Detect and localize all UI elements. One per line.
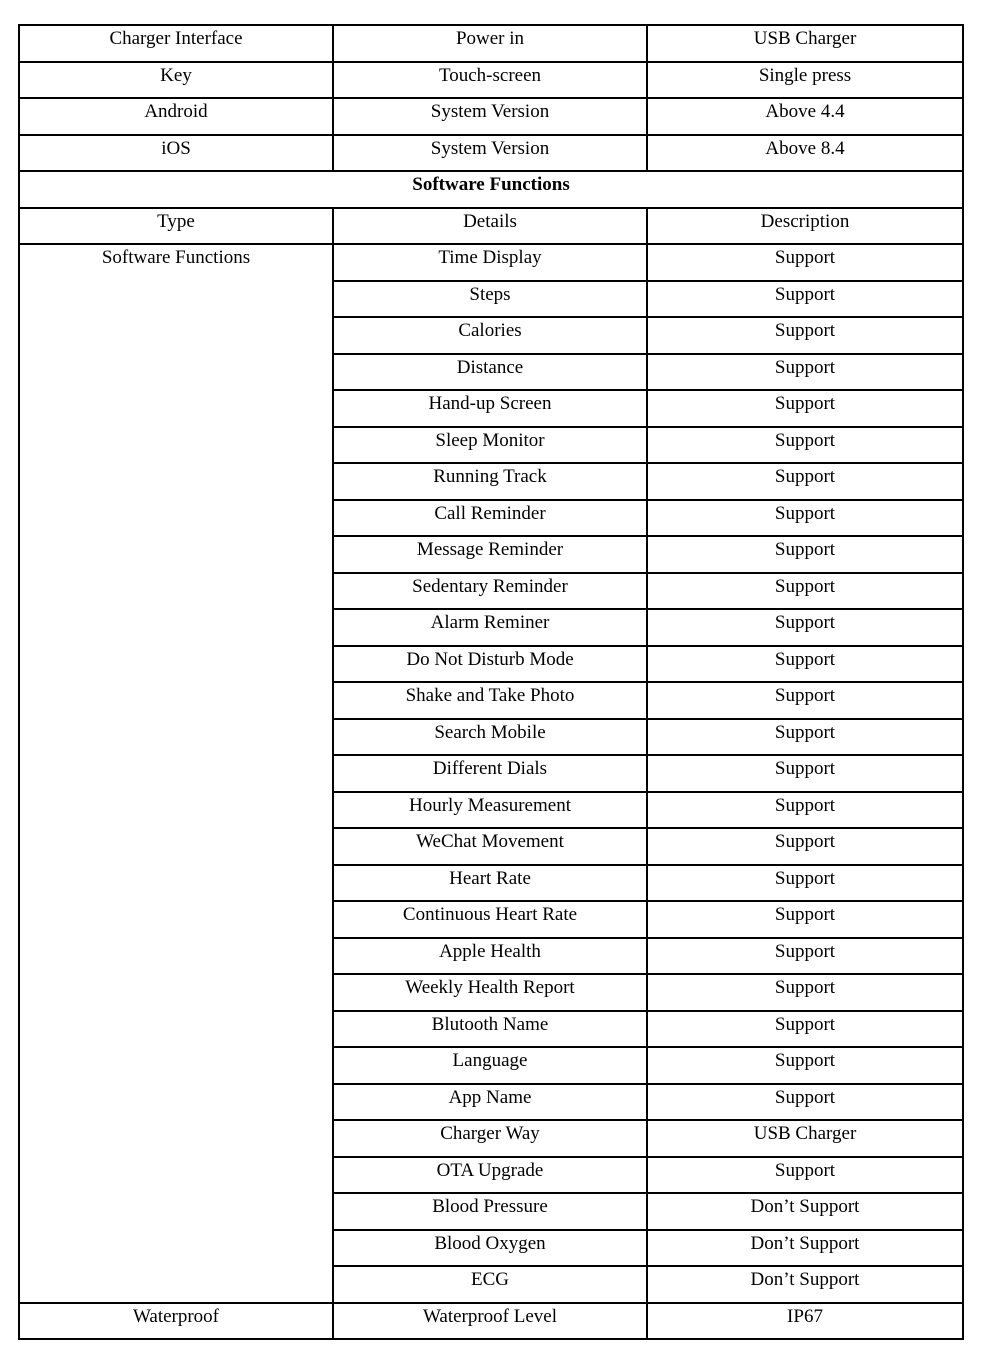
spec-label: Waterproof xyxy=(19,1303,333,1340)
function-support: Support xyxy=(647,1047,963,1084)
column-header-details: Details xyxy=(333,208,647,245)
function-detail: WeChat Movement xyxy=(333,828,647,865)
function-detail: Blutooth Name xyxy=(333,1011,647,1048)
function-detail: OTA Upgrade xyxy=(333,1157,647,1194)
function-support: Support xyxy=(647,500,963,537)
spec-detail: System Version xyxy=(333,98,647,135)
spec-label: Charger Interface xyxy=(19,25,333,62)
spec-label: iOS xyxy=(19,135,333,172)
spec-detail: Power in xyxy=(333,25,647,62)
function-support: Don’t Support xyxy=(647,1266,963,1303)
function-support: Support xyxy=(647,646,963,683)
function-detail: Hand-up Screen xyxy=(333,390,647,427)
function-support: Support xyxy=(647,427,963,464)
function-detail: Do Not Disturb Mode xyxy=(333,646,647,683)
spec-value: IP67 xyxy=(647,1303,963,1340)
function-support: Support xyxy=(647,536,963,573)
table-row xyxy=(19,98,963,135)
function-detail: Charger Way xyxy=(333,1120,647,1157)
function-detail: Search Mobile xyxy=(333,719,647,756)
function-support: Support xyxy=(647,244,963,281)
function-support: Support xyxy=(647,719,963,756)
function-detail: Continuous Heart Rate xyxy=(333,901,647,938)
function-support: USB Charger xyxy=(647,1120,963,1157)
function-support: Support xyxy=(647,682,963,719)
function-support: Support xyxy=(647,755,963,792)
function-detail: Calories xyxy=(333,317,647,354)
function-detail: Distance xyxy=(333,354,647,391)
function-detail: Time Display xyxy=(333,244,647,281)
function-support: Support xyxy=(647,609,963,646)
function-detail: Sleep Monitor xyxy=(333,427,647,464)
function-support: Support xyxy=(647,938,963,975)
function-support: Don’t Support xyxy=(647,1193,963,1230)
table-row xyxy=(19,25,963,62)
function-detail: Call Reminder xyxy=(333,500,647,537)
function-support: Support xyxy=(647,463,963,500)
function-detail: Language xyxy=(333,1047,647,1084)
spec-detail: Touch-screen xyxy=(333,62,647,99)
function-support: Support xyxy=(647,1157,963,1194)
table-row xyxy=(19,1303,963,1340)
column-header-description: Description xyxy=(647,208,963,245)
column-header-row xyxy=(19,208,963,245)
function-detail: Blood Oxygen xyxy=(333,1230,647,1267)
function-detail: App Name xyxy=(333,1084,647,1121)
function-support: Support xyxy=(647,354,963,391)
section-title: Software Functions xyxy=(19,171,963,208)
function-detail: Apple Health xyxy=(333,938,647,975)
table-row xyxy=(19,244,963,281)
function-detail: Message Reminder xyxy=(333,536,647,573)
function-detail: Weekly Health Report xyxy=(333,974,647,1011)
spec-label: Key xyxy=(19,62,333,99)
software-type-cell: Software Functions xyxy=(19,244,333,1303)
function-detail: Different Dials xyxy=(333,755,647,792)
spec-table-body xyxy=(19,25,963,1339)
table-row xyxy=(19,62,963,99)
function-detail: Running Track xyxy=(333,463,647,500)
function-support: Support xyxy=(647,1011,963,1048)
function-support: Support xyxy=(647,865,963,902)
spec-value: Above 8.4 xyxy=(647,135,963,172)
spec-label: Android xyxy=(19,98,333,135)
section-title-row xyxy=(19,171,963,208)
spec-value: USB Charger xyxy=(647,25,963,62)
function-support: Don’t Support xyxy=(647,1230,963,1267)
function-support: Support xyxy=(647,317,963,354)
spec-value: Above 4.4 xyxy=(647,98,963,135)
spec-table xyxy=(18,24,964,1340)
column-header-type: Type xyxy=(19,208,333,245)
function-support: Support xyxy=(647,974,963,1011)
function-detail: Hourly Measurement xyxy=(333,792,647,829)
function-support: Support xyxy=(647,573,963,610)
function-support: Support xyxy=(647,828,963,865)
function-detail: Shake and Take Photo xyxy=(333,682,647,719)
function-support: Support xyxy=(647,901,963,938)
function-support: Support xyxy=(647,281,963,318)
spec-detail: System Version xyxy=(333,135,647,172)
function-detail: Heart Rate xyxy=(333,865,647,902)
function-support: Support xyxy=(647,1084,963,1121)
function-detail: Sedentary Reminder xyxy=(333,573,647,610)
function-support: Support xyxy=(647,792,963,829)
spec-value: Single press xyxy=(647,62,963,99)
table-row xyxy=(19,135,963,172)
function-detail: Steps xyxy=(333,281,647,318)
spec-detail: Waterproof Level xyxy=(333,1303,647,1340)
function-support: Support xyxy=(647,390,963,427)
function-detail: ECG xyxy=(333,1266,647,1303)
function-detail: Alarm Reminer xyxy=(333,609,647,646)
function-detail: Blood Pressure xyxy=(333,1193,647,1230)
